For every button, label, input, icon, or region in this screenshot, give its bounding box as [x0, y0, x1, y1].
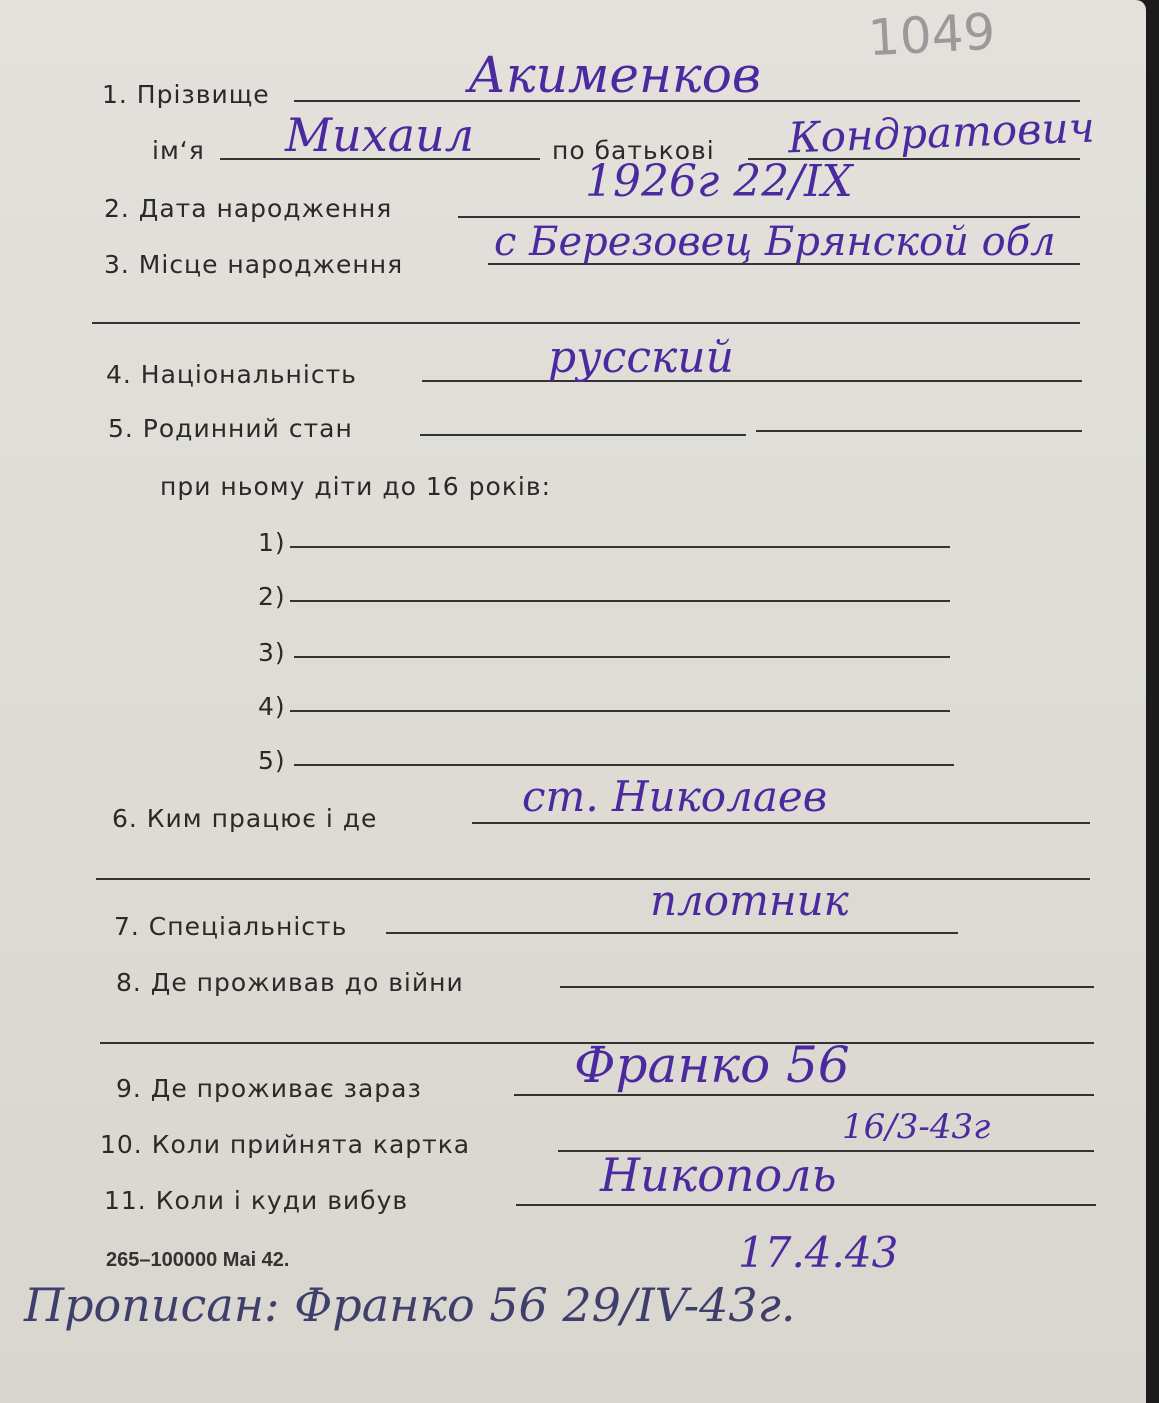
hw-departure: Никополь — [600, 1148, 837, 1202]
child-line-3 — [294, 656, 950, 658]
label-nationality: 4. Національність — [106, 360, 357, 389]
child-num-5: 5) — [258, 746, 286, 775]
child-num-3: 3) — [258, 638, 286, 667]
child-line-1 — [290, 546, 950, 548]
label-prewar-residence: 8. Де проживав до війни — [116, 968, 464, 997]
print-code: 265–100000 Mai 42. — [106, 1249, 290, 1271]
hw-current-residence: Франко 56 — [574, 1036, 850, 1094]
hw-patronymic: Кондратович — [787, 102, 1096, 163]
line-prewar-residence — [560, 986, 1094, 988]
line-birth-date — [458, 216, 1080, 218]
child-num-2: 2) — [258, 582, 286, 611]
label-departure: 11. Коли і куди вибув — [104, 1186, 409, 1215]
hw-card-date: 16/3-43г — [842, 1107, 991, 1147]
label-name: ім‘я — [152, 136, 205, 165]
label-marital-status: 5. Родинний стан — [108, 414, 353, 443]
label-children: при ньому діти до 16 років: — [160, 472, 552, 501]
line-current-residence — [514, 1094, 1094, 1096]
label-surname: 1. Прізвище — [102, 80, 270, 109]
child-num-1: 1) — [258, 528, 286, 557]
label-specialty: 7. Спеціальність — [114, 912, 348, 941]
line-work — [472, 822, 1090, 824]
line-work-2 — [96, 878, 1090, 880]
hw-nationality: русский — [548, 332, 734, 383]
label-birth-place: 3. Місце народження — [104, 250, 404, 279]
line-specialty — [386, 932, 958, 934]
label-work: 6. Ким працює і де — [112, 804, 378, 833]
line-birth-place-2 — [92, 322, 1080, 324]
line-departure — [516, 1204, 1096, 1206]
label-current-residence: 9. Де проживає зараз — [116, 1074, 422, 1103]
hw-name: Михаил — [285, 108, 475, 162]
label-patronymic: по батькові — [552, 136, 715, 165]
child-line-2 — [290, 600, 950, 602]
hw-registration-note: Прописан: Франко 56 29/IV-43г. — [24, 1278, 796, 1332]
hw-work: ст. Николаев — [522, 772, 828, 821]
hw-surname: Акименков — [468, 46, 761, 104]
archive-number: 1049 — [866, 2, 997, 68]
hw-birth-place: с Березовец Брянской обл — [494, 219, 1056, 265]
hw-departed-date: 17.4.43 — [738, 1228, 899, 1277]
child-line-4 — [290, 710, 950, 712]
label-card-date: 10. Коли прийнята картка — [100, 1130, 471, 1159]
child-num-4: 4) — [258, 692, 286, 721]
line-marital-status-b — [756, 430, 1082, 432]
line-marital-status-a — [420, 434, 746, 436]
label-birth-date: 2. Дата народження — [104, 194, 393, 223]
hw-specialty: плотник — [650, 876, 849, 925]
child-line-5 — [294, 764, 954, 766]
hw-birth-date: 1926г 22/IX — [585, 156, 853, 207]
line-nationality — [422, 380, 1082, 382]
